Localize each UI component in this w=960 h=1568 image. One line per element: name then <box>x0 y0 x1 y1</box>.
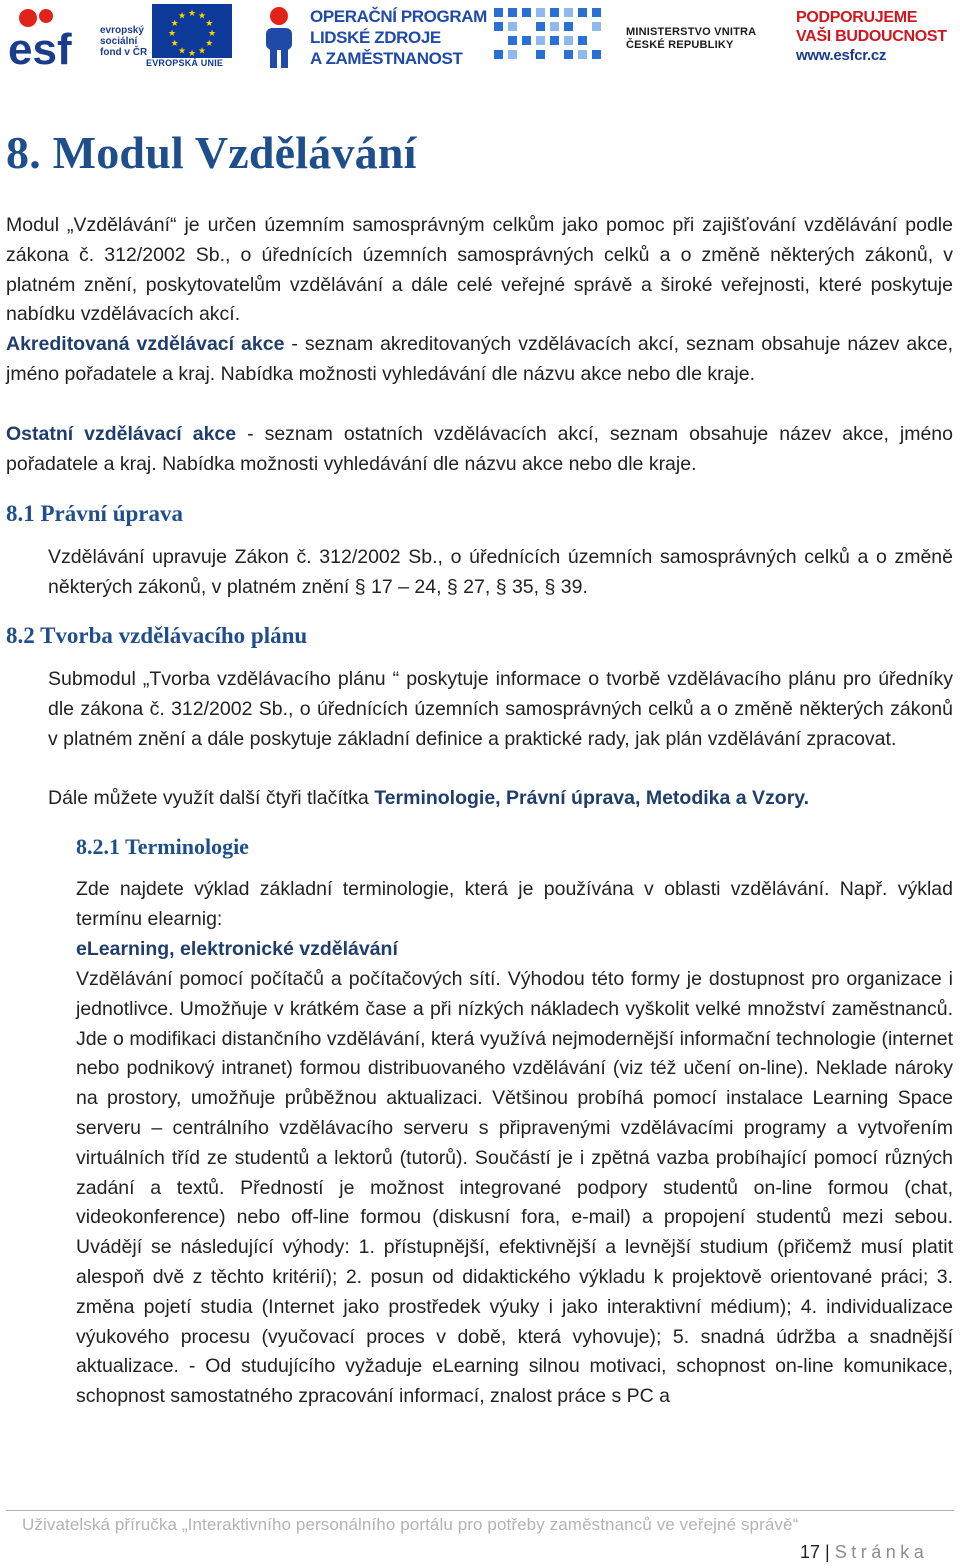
buttons-list: Terminologie, Právní úprava, Metodika a Vzory. <box>374 787 810 809</box>
svg-text:★: ★ <box>207 29 217 39</box>
buttons-paragraph <box>48 784 953 814</box>
svg-text:★: ★ <box>170 19 179 29</box>
svg-text:★: ★ <box>205 39 214 49</box>
esf-logo <box>6 4 102 70</box>
op-line-1: OPERAČNÍ PROGRAM <box>310 7 487 26</box>
esf-sub-line-1: evropský <box>100 25 144 36</box>
esf-sub-line-3: fond v ČR <box>100 47 148 58</box>
svg-text:★: ★ <box>187 49 197 58</box>
section-heading-8-2: 8.2 Tvorba vzdělávacího plánu <box>6 623 308 648</box>
page-word: Stránka <box>834 1542 929 1562</box>
buttons-intro-text: Dále můžete využít další čtyři tlačítka <box>48 787 375 809</box>
support-url: www.esfcr.cz <box>796 47 887 64</box>
support-line-2: VAŠI BUDOUCNOST <box>796 28 947 45</box>
ministry-name <box>626 26 756 52</box>
svg-text:★: ★ <box>177 11 187 22</box>
ministry-line-2: ČESKÉ REPUBLIKY <box>626 39 734 51</box>
plan-paragraph: Submodul „Tvorba vzdělávacího plánu “ poskytuje informace o tvorbě vzdělávacího plánu pro úředníky dle zákona č. 312/2002 Sb., o úřednících územních samosprávných celků a o změně některých zákonů v platném znění a dále poskytuje základní definice a praktické rady, jak plán vzdělávání zpracovat. <box>48 668 953 750</box>
op-line-3: A ZAMĚSTNANOST <box>310 49 463 68</box>
svg-text:★: ★ <box>187 9 197 19</box>
svg-text:★: ★ <box>205 19 214 29</box>
page-number-block <box>800 1542 928 1563</box>
svg-text:★: ★ <box>197 11 207 22</box>
footer-divider <box>6 1510 954 1511</box>
op-program-name <box>310 6 487 69</box>
elearning-definition: Vzdělávání pomocí počítačů a počítačových sítí. Výhodou této formy je dostupnost pro organizace i jednotlivce. Umožňuje v krátkém čase a při nízkých nákladech vyškolit velké množství zaměstnanců. Jde o modifikaci distančního vzdělávání, která využívá nejmodernější informační technologie (internet nebo podnikový intranet) formou distribuovaného vzdělávání (viz též učení on-line). Neklade nároky na prostory, umožňuje průběžnou aktualizaci. Většinou probíhá pomocí instalace Learning Space serveru – centrálního vzdělávacího serveru s připravenými vzdělávacími programy a vytvořením virtuálních tříd ze studentů a lektorů (tutorů). Součástí je i zpětná vazba probíhající pomocí různých zadání a textů. Předností je možnost integrované podpory studentů on-line formou (chat, videokonference) nebo off-line formou (diskusní fora, e-mail) a propojení studentů mezi sebou. Uvádějí se následující výhody: 1. přístupnější, efektivnější a levnější studium (přičemž musí platit alespoň dvě z těchto kritérií); 2. posun od didaktického výkladu k projektově orientované práci; 3. změna pojetí studia (Internet jako prostředek výuky i jako interaktivní médium); 4. individualizace výukového procesu (vyučovací proces v době, která vyhovuje); 5. snadná údržba a snadnější aktualizace. - Od studujícího vyžaduje eLearning silnou motivaci, schopnost on-line komunikace, schopnost samostatného zpracování informací, znalost práce s PC a <box>76 968 953 1408</box>
header-logo-strip <box>0 0 960 74</box>
section-heading-8-2-1: 8.2.1 Terminologie <box>76 834 249 859</box>
elearning-term-heading: eLearning, elektronické vzdělávání <box>76 938 398 960</box>
section-heading-8-1: 8.1 Právní úprava <box>6 501 183 526</box>
accredited-events-text: - seznam akreditovaných vzdělávacích akcí, seznam obsahuje název akce, jméno pořadatele a kraj. Nabídka možnosti vyhledávání dle názvu akce nebo dle kraje. <box>6 333 953 385</box>
eu-flag-icon <box>152 4 232 58</box>
support-line-1: PODPORUJEME <box>796 9 918 26</box>
op-lzz-logo <box>256 2 302 70</box>
page-separator: | <box>820 1542 835 1562</box>
ministry-logo-dots <box>490 4 612 68</box>
eu-label: EVROPSKÁ UNIE <box>146 58 224 68</box>
svg-text:★: ★ <box>197 46 207 57</box>
esf-subtitle <box>100 25 147 58</box>
terminology-intro: Zde najdete výklad základní terminologie, která je používána v oblasti vzdělávání. Např. výklad termínu elearnig: <box>76 878 953 930</box>
other-events-paragraph <box>6 420 953 480</box>
svg-text:★: ★ <box>167 29 177 39</box>
accredited-events-paragraph <box>6 330 953 390</box>
legal-paragraph: Vzdělávání upravuje Zákon č. 312/2002 Sb., o úřednících územních samosprávných celků a o změně některých zákonů, v platném znění § 17 – 24, § 27, § 35, § 39. <box>48 546 953 598</box>
other-events-lead: Ostatní vzdělávací akce <box>6 423 237 445</box>
intro-paragraph: Modul „Vzdělávání“ je určen územním samosprávným celkům jako pomoc při zajišťování vzdělávání podle zákona č. 312/2002 Sb., o úřednících územních samosprávných celků a o změně některých zákonů, v platném znění, poskytovatelům vzdělávání a dále celé veřejné správě a široké veřejnosti, které poskytuje nabídku vzdělávacích akcí. <box>6 214 953 326</box>
support-slogan <box>796 8 947 65</box>
other-events-text: - seznam ostatních vzdělávacích akcí, seznam obsahuje název akce, jméno pořadatele a kraj. Nabídka možnosti vyhledávání dle názvu akce nebo dle kraje. <box>6 423 953 475</box>
accredited-events-lead: Akreditovaná vzdělávací akce <box>6 333 285 355</box>
page-number: 17 <box>800 1542 821 1562</box>
ministry-line-1: MINISTERSTVO VNITRA <box>626 26 757 38</box>
esf-sub-line-2: sociální <box>100 36 138 47</box>
page-title: 8. Modul Vzdělávání <box>6 127 417 178</box>
op-line-2: LIDSKÉ ZDROJE <box>310 28 441 47</box>
svg-text:★: ★ <box>170 39 179 49</box>
footer-text: Uživatelská příručka „Interaktivního personálního portálu pro potřeby zaměstnanců ve veřejné správě“ <box>22 1515 799 1534</box>
svg-text:★: ★ <box>177 46 187 57</box>
esf-wordmark: esf <box>8 25 72 70</box>
